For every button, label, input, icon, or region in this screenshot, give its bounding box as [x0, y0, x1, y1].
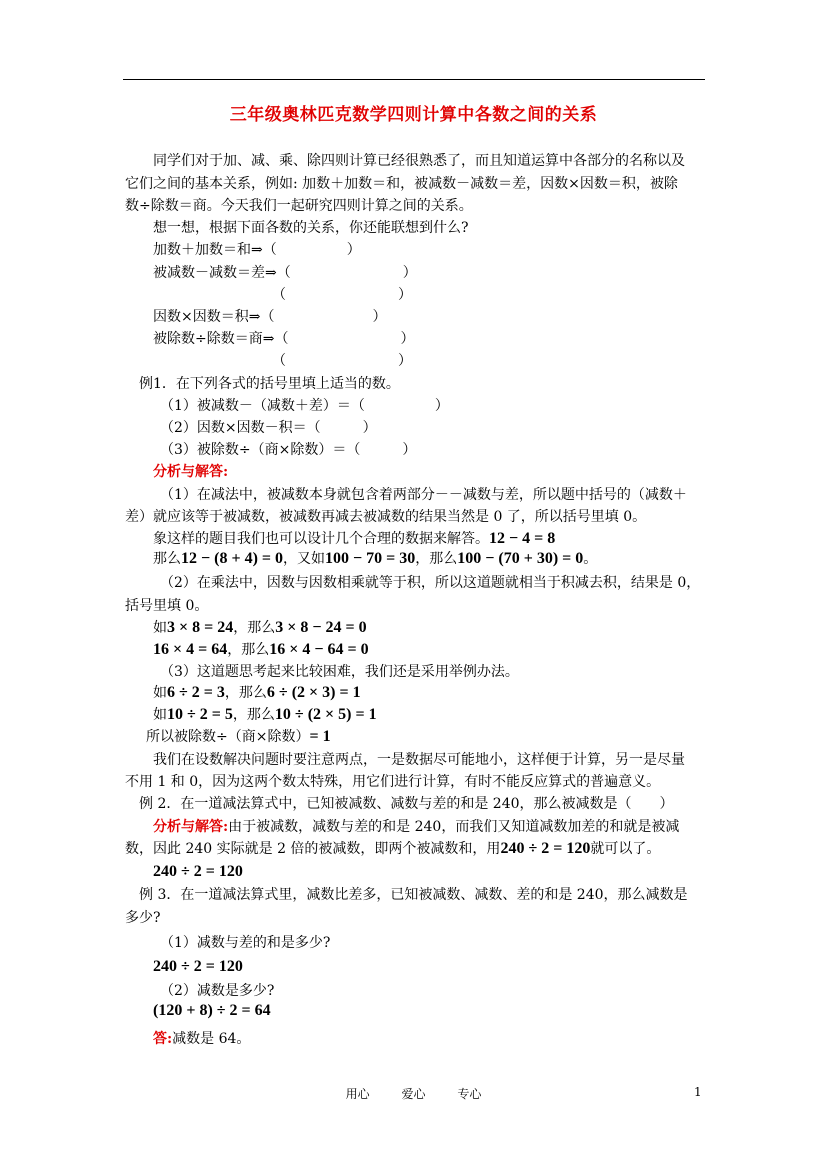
text-run: （1）在减法中，被减数本身就包含着两部分－－减数与差，所以题中括号的（减数＋ [160, 487, 687, 503]
text-line [160, 441, 416, 459]
text-run: 被减数－减数＝差⇒（ ） [153, 265, 417, 281]
text-run: 象这样的题目我们也可以设计几个合理的数据来解答。 [153, 531, 489, 547]
text-line [153, 958, 243, 976]
text-line [125, 175, 678, 193]
text-line [153, 641, 369, 659]
text-line [139, 795, 674, 813]
text-run: （1）被减数－（减数＋差）＝（ ） [160, 398, 449, 414]
text-line [160, 486, 687, 504]
text-run: 它们之间的基本关系，例如: 加数＋加数＝和，被减数－减数＝差，因数×因数＝积，被除 [125, 176, 678, 192]
header-rule [123, 79, 705, 80]
math-expression: (120 + 8) ÷ 2 = 64 [153, 1002, 271, 1019]
text-line [153, 530, 555, 548]
text-line [153, 863, 243, 881]
section-label: 答: [153, 1031, 173, 1047]
text-line [153, 684, 361, 702]
math-expression: 16 × 4 − 64 = 0 [269, 641, 369, 658]
text-line [153, 1030, 250, 1048]
text-line [146, 728, 331, 746]
text-line [139, 886, 688, 904]
math-expression: = 1 [309, 728, 331, 745]
text-line [139, 375, 400, 393]
text-run: （ ） [153, 287, 412, 303]
text-run: 例 2．在一道减法算式中，已知被减数、减数与差的和是 240，那么被减数是（ ） [139, 796, 674, 812]
text-line [160, 982, 274, 1000]
text-run: 括号里填 0。 [125, 598, 209, 614]
text-run: 如 [153, 620, 167, 636]
math-expression: 3 × 8 − 24 = 0 [275, 619, 367, 636]
text-line [160, 663, 519, 681]
text-run: （3）被除数÷（商×除数）＝（ ） [160, 442, 417, 458]
text-run: （1）减数与差的和是多少? [160, 935, 331, 951]
text-line [160, 934, 330, 952]
math-expression: 240 ÷ 2 = 120 [153, 863, 243, 880]
math-expression: 100 − (70 + 30) = 0 [457, 550, 584, 567]
page-number: 1 [694, 1085, 702, 1099]
text-run: 如 [153, 685, 167, 701]
text-run: 不用 1 和 0，因为这两个数太特殊，用它们进行计算，有时不能反应算式的普遍意义。 [125, 774, 661, 790]
text-run: 例 3．在一道减法算式里，减数比差多，已知被减数、减数、差的和是 240，那么减数是 [139, 887, 688, 903]
section-label: 分析与解答: [153, 819, 229, 835]
text-run: 就可以了。 [590, 841, 661, 857]
text-line [160, 397, 449, 415]
footer-item: 专心 [457, 1087, 482, 1101]
math-expression: 240 ÷ 2 = 120 [153, 958, 243, 975]
text-line [153, 818, 679, 836]
document-title: 三年级奥林匹克数学四则计算中各数之间的关系 [229, 105, 598, 125]
text-line [125, 909, 161, 927]
math-expression: 12 − 4 = 8 [489, 530, 556, 547]
text-line [153, 1002, 271, 1020]
text-run: 。 [583, 551, 598, 567]
text-run: 加数＋加数＝和⇒（ ） [153, 242, 361, 258]
text-run: 所以被除数÷（商×除数） [146, 729, 310, 745]
text-run: 例1．在下列各式的括号里填上适当的数。 [139, 376, 400, 392]
text-line [153, 308, 386, 326]
text-line [153, 550, 597, 568]
page-footer [0, 1085, 827, 1102]
text-run: （2）因数×因数－积＝（ ） [160, 420, 377, 436]
text-run: 数÷除数＝商。今天我们一起研究四则计算之间的关系。 [125, 198, 473, 214]
text-run: 减数是 64。 [172, 1031, 251, 1047]
text-run: （2）在乘法中，因数与因数相乘就等于积，所以这道题就相当于积减去积，结果是 0， [160, 575, 701, 591]
text-line [153, 706, 377, 724]
text-run: （3）这道题思考起来比较困难，我们还是采用举例办法。 [160, 664, 519, 680]
text-run: 由于被减数，减数与差的和是 240，而我们又知道减数加差的和就是被减 [228, 819, 680, 835]
text-run: ，那么 [227, 642, 270, 658]
text-run: ，那么 [415, 551, 458, 567]
text-line [153, 241, 361, 259]
text-run: ，那么 [224, 685, 267, 701]
text-run: ，那么 [233, 620, 276, 636]
text-line [153, 463, 228, 481]
text-line [125, 840, 660, 858]
math-expression: 10 ÷ (2 × 5) = 1 [274, 706, 377, 723]
text-line [153, 352, 412, 370]
text-run: 数，因此 240 实际就是 2 倍的被减数，即两个被减数和，用 [125, 841, 501, 857]
text-run: 如 [153, 707, 167, 723]
footer-item: 用心 [345, 1087, 370, 1101]
text-line [153, 330, 414, 348]
text-line [153, 751, 685, 769]
text-line [125, 773, 660, 791]
math-expression: 6 ÷ 2 = 3 [167, 684, 225, 701]
text-run: 同学们对于加、减、乘、除四则计算已经很熟悉了，而且知道运算中各部分的名称以及 [153, 153, 685, 169]
text-run: 我们在设数解决问题时要注意两点，一是数据尽可能地小，这样便于计算，另一是尽量 [153, 752, 685, 768]
text-run: 想一想，根据下面各数的关系，你还能联想到什么? [153, 220, 469, 236]
math-expression: 16 × 4 = 64 [153, 641, 228, 658]
text-run: 多少? [125, 910, 161, 926]
text-line [153, 286, 412, 304]
text-run: 差）就应该等于被减数，被减数再减去被减数的结果当然是 0 了，所以括号里填 0。 [125, 509, 647, 525]
text-run: （2）减数是多少? [160, 983, 275, 999]
text-run: ，那么 [232, 707, 275, 723]
math-expression: 12 − (8 + 4) = 0 [181, 550, 284, 567]
text-run: ，又如 [283, 551, 326, 567]
text-line [160, 574, 700, 592]
text-line [153, 219, 469, 237]
text-line [153, 264, 417, 282]
math-expression: 240 ÷ 2 = 120 [500, 840, 591, 857]
math-expression: 100 − 70 = 30 [325, 550, 416, 567]
text-line [160, 419, 377, 437]
footer-item: 爱心 [401, 1087, 426, 1101]
text-line [153, 152, 685, 170]
text-line [125, 197, 473, 215]
text-line [125, 508, 646, 526]
section-label: 分析与解答: [153, 464, 229, 480]
text-run: （ ） [153, 353, 412, 369]
text-run: 被除数÷除数＝商⇒（ ） [153, 331, 415, 347]
math-expression: 3 × 8 = 24 [167, 619, 234, 636]
text-run: 那么 [153, 551, 181, 567]
text-run: 因数×因数＝积⇒（ ） [153, 309, 387, 325]
math-expression: 10 ÷ 2 = 5 [167, 706, 233, 723]
text-line [125, 597, 208, 615]
math-expression: 6 ÷ (2 × 3) = 1 [266, 684, 361, 701]
text-line [153, 619, 367, 637]
